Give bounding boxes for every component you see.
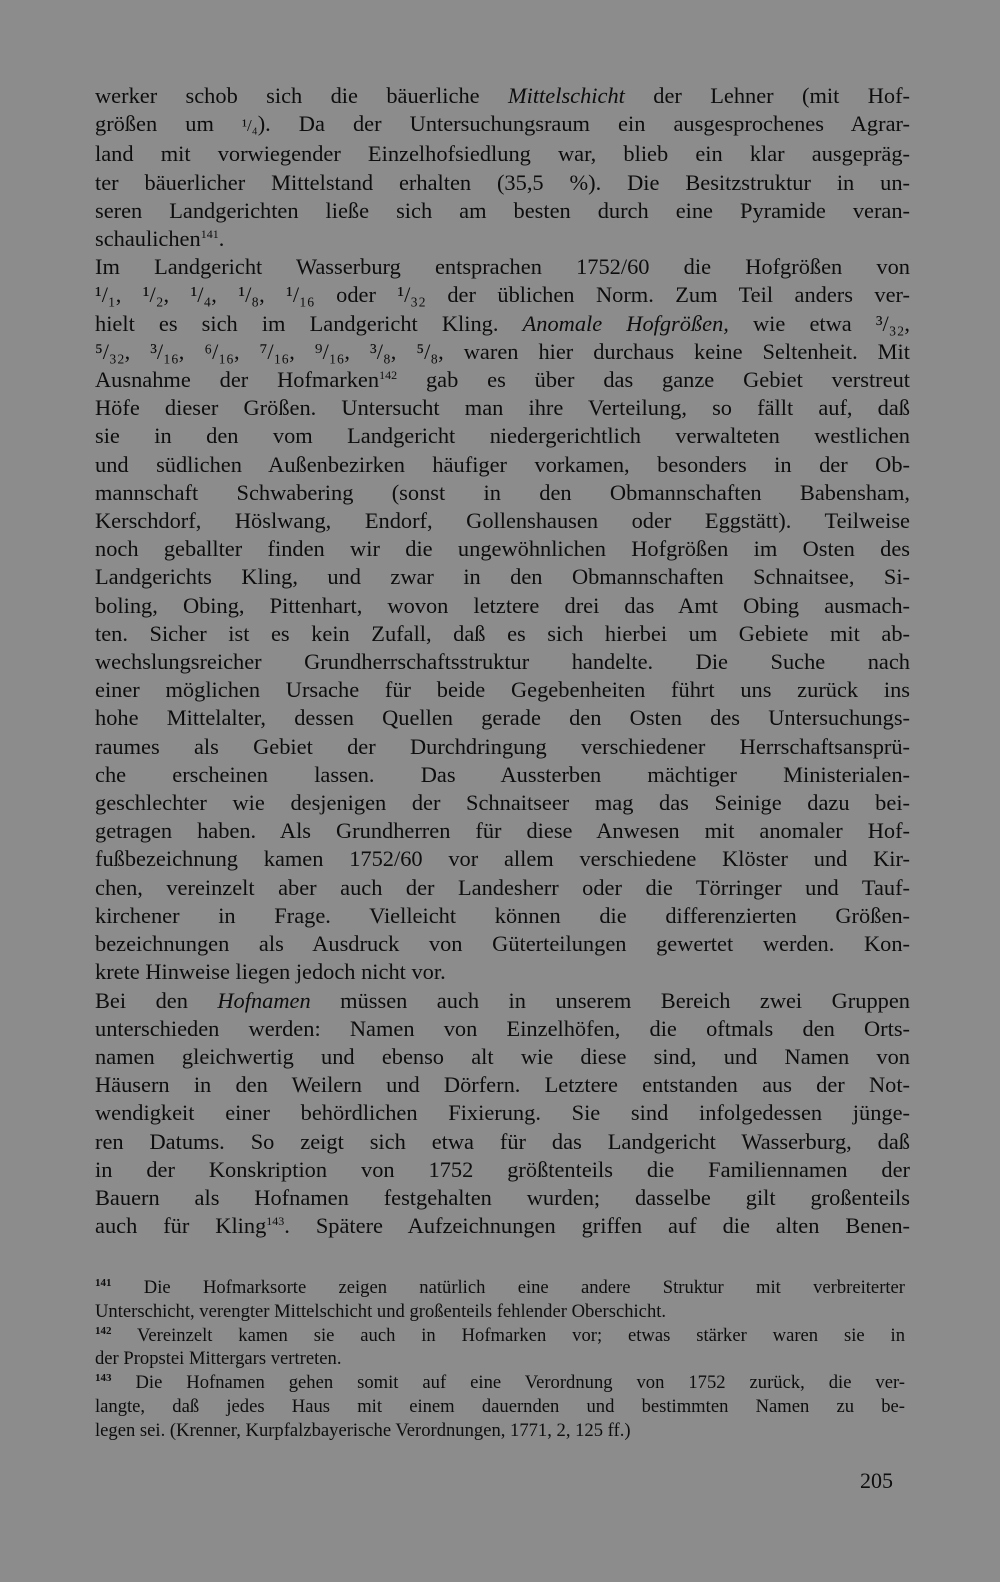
text-line: Häusern in den Weilern und Dörfern. Letztere entstanden aus der Not-	[95, 1072, 910, 1098]
text-span: Ausnahme der Hofmarken	[95, 367, 380, 393]
text-line: sie in den vom Landgericht niedergerichtlich verwalteten westlichen	[95, 423, 910, 449]
text-line: kirchener in Frage. Vielleicht können die differenzierten Größen-	[95, 902, 910, 928]
page-number: 205	[860, 1468, 893, 1493]
text-line	[95, 987, 910, 1015]
text-span: Die Hofmarksorte zeigen natürlich eine andere Struktur mit verbreiterter	[143, 1277, 905, 1298]
text-span: gab es über das ganze Gebiet verstreut	[425, 367, 910, 393]
text-span: der Lehner (mit Hof-	[653, 83, 910, 108]
text-line: einer möglichen Ursache für beide Gegebenheiten führt uns zurück ins	[95, 677, 910, 703]
text-line: mannschaft Schwabering (sonst in den Obmannschaften Babensham,	[95, 479, 910, 505]
footnote-ref-141[interactable]: 141	[200, 227, 219, 242]
text-span: werker schob sich die bäuerliche	[95, 83, 480, 108]
text-line	[95, 110, 910, 140]
footnote-line	[95, 1324, 905, 1348]
text-line: namen gleichwertig und ebenso alt wie diese sind, und Namen von	[95, 1043, 910, 1069]
text-line	[95, 225, 910, 253]
text-line	[95, 82, 910, 110]
text-line: che erscheinen lassen. Das Aussterben mächtiger Ministerialen-	[95, 761, 910, 787]
text-line	[95, 1212, 910, 1240]
text-line: noch geballter finden wir die ungewöhnlichen Hofgrößen im Osten des	[95, 536, 910, 562]
text-line: Höfe dieser Größen. Untersucht man ihre Verteilung, so fällt auf, daß	[95, 395, 910, 421]
emphasis-anomale-hofgroessen: Anomale Hofgrößen,	[522, 310, 729, 336]
text-span: größen um	[95, 111, 214, 137]
text-line: Landgerichts Kling, und zwar in den Obmannschaften Schnaitsee, Si-	[95, 564, 910, 590]
text-line: raumes als Gebiet der Durchdringung verschiedener Herrschaftsansprü-	[95, 733, 910, 759]
text-line	[95, 366, 910, 394]
footnote-mark: 141	[95, 1277, 112, 1289]
emphasis-mittelschicht: Mittelschicht	[507, 83, 625, 108]
text-line: ⁵/₃₂, ³/₁₆, ⁶/₁₆, ⁷/₁₆, ⁹/₁₆, ³/₈, ⁵/₈, waren hier durchaus keine Seltenheit. Mit	[95, 338, 910, 364]
text-line: in der Konskription von 1752 größtenteils die Familiennamen der	[95, 1156, 910, 1182]
footnotes	[95, 1276, 905, 1443]
paragraph-2	[95, 253, 910, 986]
text-line: Bauern als Hofnamen festgehalten wurden; dasselbe gilt großenteils	[95, 1184, 910, 1210]
text-line: krete Hinweise liegen jedoch nicht vor.	[95, 959, 446, 985]
footnote-line	[95, 1371, 905, 1395]
text-line: wendigkeit einer behördlichen Fixierung. Sie sind infolgedessen jünge-	[95, 1100, 910, 1126]
text-span: Vereinzelt kamen sie auch in Hofmarken vor; etwas stärker waren sie in	[137, 1324, 905, 1346]
text-line: getragen haben. Als Grundherren für diese Anwesen mit anomaler Hof-	[95, 818, 910, 844]
text-span: Die Hofnamen gehen somit auf eine Verordnung von 1752 zurück, die ver-	[135, 1372, 905, 1394]
footnote-141	[95, 1276, 905, 1324]
text-span: schaulichen	[95, 226, 201, 252]
text-line: ter bäuerlicher Mittelstand erhalten (35,5 %). Die Besitzstruktur in un-	[95, 169, 910, 195]
text-line: seren Landgerichten ließe sich am besten durch eine Pyramide veran-	[95, 197, 910, 223]
text-line	[95, 310, 910, 338]
footnote-line	[95, 1276, 905, 1300]
text-line: ren Datums. So zeigt sich etwa für das Landgericht Wasserburg, daß	[95, 1128, 910, 1154]
text-line: und südlichen Außenbezirken häufiger vorkamen, besonders in der Ob-	[95, 451, 910, 477]
emphasis-hofnamen: Hofnamen	[217, 987, 311, 1013]
text-line: wechslungsreicher Grundherrschaftsstruktur handelte. Die Suche nach	[95, 649, 910, 675]
fraction: ¹/₄	[241, 116, 258, 136]
text-span: ). Da der Untersuchungsraum ein ausgesprochenes Agrar-	[257, 111, 910, 137]
text-span: auch für Kling	[95, 1213, 267, 1239]
footnote-142	[95, 1324, 905, 1372]
text-line: geschlechter wie desjenigen der Schnaitseer mag das Seinige dazu bei-	[95, 790, 910, 816]
text-span: . Spätere Aufzeichnungen griffen auf die alten Benen-	[284, 1213, 911, 1239]
body-text	[95, 82, 910, 1240]
text-line: hohe Mittelalter, dessen Quellen gerade den Osten des Untersuchungs-	[95, 705, 910, 731]
footnote-ref-142[interactable]: 142	[379, 368, 398, 383]
paragraph-1	[95, 82, 910, 253]
text-span: Bei den	[95, 987, 188, 1013]
text-span: .	[218, 226, 225, 252]
footnote-143	[95, 1371, 905, 1442]
footnote-line: legen sei. (Krenner, Kurpfalzbayerische Verordnungen, 1771, 2, 125 ff.)	[95, 1419, 631, 1441]
text-line: ¹/₁, ¹/₂, ¹/₄, ¹/₈, ¹/₁₆ oder ¹/₃₂ der üblichen Norm. Zum Teil anders ver-	[95, 282, 910, 308]
text-line: fußbezeichnung kamen 1752/60 vor allem verschiedene Klöster und Kir-	[95, 846, 910, 872]
paragraph-3	[95, 987, 910, 1241]
text-line: bezeichnungen als Ausdruck von Güterteilungen gewertet werden. Kon-	[95, 931, 910, 957]
footnote-line: langte, daß jedes Haus mit einem dauernden und bestimmten Namen zu be-	[95, 1395, 905, 1417]
text-line: chen, vereinzelt aber auch der Landesherr oder die Törringer und Tauf-	[95, 874, 910, 900]
footnote-mark: 142	[95, 1324, 112, 1337]
text-span: müssen auch in unserem Bereich zwei Gruppen	[340, 987, 910, 1013]
footnote-line: Unterschicht, verengter Mittelschicht und großenteils fehlender Oberschicht.	[95, 1300, 667, 1322]
text-line: Kerschdorf, Höslwang, Endorf, Gollenshausen oder Eggstätt). Teilweise	[95, 508, 910, 534]
text-span: hielt es sich im Landgericht Kling.	[95, 310, 499, 336]
footnote-ref-143[interactable]: 143	[266, 1214, 285, 1229]
footnote-line: der Propstei Mittergars vertreten.	[95, 1348, 342, 1370]
text-line: boling, Obing, Pittenhart, wovon letztere drei das Amt Obing ausmach-	[95, 592, 910, 618]
text-line: unterschieden werden: Namen von Einzelhöfen, die oftmals den Orts-	[95, 1015, 910, 1041]
text-line: ten. Sicher ist es kein Zufall, daß es sich hierbei um Gebiete mit ab-	[95, 620, 910, 646]
text-line: Im Landgericht Wasserburg entsprachen 1752/60 die Hofgrößen von	[95, 254, 910, 280]
text-line: land mit vorwiegender Einzelhofsiedlung war, blieb ein klar ausgepräg-	[95, 141, 910, 167]
text-span: wie etwa ³/₃₂,	[753, 310, 910, 336]
footnote-mark: 143	[95, 1372, 112, 1385]
